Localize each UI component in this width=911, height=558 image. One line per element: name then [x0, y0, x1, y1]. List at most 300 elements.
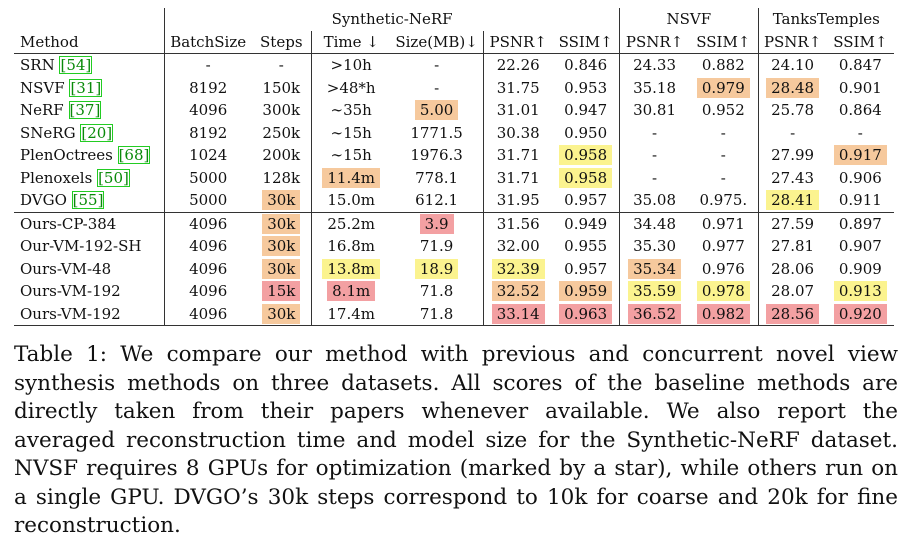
cell-value: >10h [330, 56, 372, 75]
table-cell [251, 144, 312, 167]
cell-value: - [720, 123, 726, 142]
cell-value: 0.953 [564, 78, 608, 97]
cell-value: 0.846 [564, 56, 608, 75]
table-cell [484, 280, 553, 303]
table-cell [689, 54, 758, 77]
table-cell [390, 54, 484, 77]
table-cell [827, 303, 894, 326]
cell-value: 0.906 [838, 168, 882, 187]
highlighted-value: 32.39 [492, 259, 545, 279]
table-cell [484, 99, 553, 122]
table-cell [552, 235, 619, 258]
table-cell [620, 235, 689, 258]
table-cell [620, 303, 689, 326]
cell-value: 0.957 [564, 259, 608, 278]
table-cell [620, 144, 689, 167]
table-row [14, 144, 894, 167]
table-row [14, 99, 894, 122]
cell-value: 71.9 [419, 237, 454, 256]
cell-value: 25.78 [771, 101, 815, 120]
table-cell [165, 54, 252, 77]
table-cell [312, 77, 390, 100]
highlighted-value: 35.59 [628, 281, 681, 301]
table-cell [689, 167, 758, 190]
column-header: PSNR↑ [620, 31, 689, 54]
cell-value: 0.952 [701, 101, 745, 120]
table-cell [390, 77, 484, 100]
cell-value: 35.18 [633, 78, 677, 97]
table-cell [312, 54, 390, 77]
table-cell [552, 77, 619, 100]
table-cell [758, 167, 827, 190]
column-header: Method [14, 31, 165, 54]
cell-value: 0.950 [564, 123, 608, 142]
cell-value: 35.30 [633, 237, 677, 256]
table-cell [484, 235, 553, 258]
cell-value: 17.4m [327, 304, 375, 323]
method-label: NeRF [20, 101, 64, 120]
table-cell [689, 280, 758, 303]
method-name [14, 280, 165, 303]
method-name [14, 122, 165, 145]
method-name [14, 54, 165, 77]
table-cell [312, 280, 390, 303]
cell-value: 4096 [189, 101, 228, 120]
table-cell [620, 122, 689, 145]
comparison-table [14, 8, 894, 326]
table-cell [165, 280, 252, 303]
highlighted-value: 11.4m [322, 168, 380, 188]
method-label: Ours-VM-48 [20, 259, 112, 278]
cell-value: 4096 [189, 237, 228, 256]
highlighted-value: 0.979 [697, 78, 750, 98]
table-cell [620, 189, 689, 212]
table-cell [689, 189, 758, 212]
table-cell [827, 122, 894, 145]
method-label: Plenoxels [20, 168, 93, 187]
table-cell [484, 258, 553, 281]
highlighted-value: 8.1m [327, 281, 375, 301]
table-cell [552, 303, 619, 326]
table-cell [758, 258, 827, 281]
cell-value: - [652, 168, 658, 187]
table-cell [552, 54, 619, 77]
table-cell [552, 99, 619, 122]
table-cell [758, 235, 827, 258]
table-cell [390, 258, 484, 281]
cell-value: 31.01 [496, 101, 540, 120]
table-cell [827, 167, 894, 190]
table-cell [484, 122, 553, 145]
table-cell [758, 144, 827, 167]
cell-value: 0.976 [701, 259, 745, 278]
table-cell [827, 99, 894, 122]
cell-value: - [652, 146, 658, 165]
table-cell [312, 258, 390, 281]
table-row [14, 189, 894, 212]
table-cell [758, 54, 827, 77]
table-cell [251, 258, 312, 281]
table-row [14, 280, 894, 303]
table-row [14, 258, 894, 281]
table-cell [620, 77, 689, 100]
cell-value: 1024 [189, 146, 228, 165]
citation-link[interactable]: [54] [60, 56, 92, 75]
cell-value: - [652, 123, 658, 142]
highlighted-value: 0.978 [697, 281, 750, 301]
cell-value: 0.864 [838, 101, 882, 120]
table-cell [552, 280, 619, 303]
table-cell [251, 99, 312, 122]
table-cell [312, 235, 390, 258]
highlighted-value: 0.958 [559, 145, 612, 165]
table-cell [552, 167, 619, 190]
table-row [14, 235, 894, 258]
table-row [14, 77, 894, 100]
cell-value: - [857, 123, 863, 142]
table-cell [390, 122, 484, 145]
table-cell [620, 167, 689, 190]
table-cell [165, 189, 252, 212]
table-cell [251, 303, 312, 326]
table-cell [251, 280, 312, 303]
cell-value: 30.81 [633, 101, 677, 120]
cell-value: 0.909 [838, 259, 882, 278]
highlighted-value: 28.41 [766, 190, 819, 210]
table-cell [620, 280, 689, 303]
cell-value: 71.8 [419, 282, 454, 301]
cell-value: ∼15h [330, 146, 372, 165]
method-name [14, 258, 165, 281]
table-cell [165, 258, 252, 281]
cell-value: 0.947 [564, 101, 608, 120]
table-caption: Table 1: We compare our method with previous and concurrent novel view synthesis methods on three datasets. All scores of the baseline methods are directly taken from their papers whenever available. We also report the averaged reconstruction time and model size for the Synthetic-NeRF dataset. NVSF requires 8 GPUs for optimization (marked by a star), while others run on a single GPU. DVGO’s 30k steps correspond to 10k for coarse and 20k for fine reconstruction. [14, 342, 898, 538]
table-cell [165, 167, 252, 190]
cell-value: 0.847 [838, 56, 882, 75]
cell-value: 0.955 [564, 237, 608, 256]
table-cell [484, 144, 553, 167]
highlighted-value: 35.34 [628, 259, 681, 279]
table-cell [390, 144, 484, 167]
cell-value: 0.901 [838, 78, 882, 97]
table-cell [484, 189, 553, 212]
table-cell [312, 167, 390, 190]
table-cell [251, 212, 312, 235]
cell-value: 4096 [189, 214, 228, 233]
table-cell [552, 212, 619, 235]
cell-value: 25.2m [327, 214, 375, 233]
cell-value: 778.1 [415, 168, 459, 187]
cell-value: 612.1 [415, 191, 459, 210]
group-header-synthetic-nerf: Synthetic-NeRF [165, 8, 620, 31]
table-cell [758, 77, 827, 100]
table-cell [620, 54, 689, 77]
table-cell [251, 235, 312, 258]
table-cell [165, 235, 252, 258]
table-cell [689, 235, 758, 258]
table-cell [484, 77, 553, 100]
cell-value: 31.95 [496, 191, 540, 210]
highlighted-value: 30k [262, 190, 300, 210]
table-cell [165, 212, 252, 235]
table-cell [827, 212, 894, 235]
column-header: SSIM↑ [827, 31, 894, 54]
table-cell [484, 303, 553, 326]
highlighted-value: 0.958 [559, 168, 612, 188]
table-cell [165, 303, 252, 326]
cell-value: 15.0m [327, 191, 375, 210]
cell-value: 0.977 [701, 237, 745, 256]
table-row [14, 54, 894, 77]
table-cell [251, 167, 312, 190]
cell-value: 5000 [189, 168, 228, 187]
cell-value: 31.75 [496, 78, 540, 97]
highlighted-value: 0.920 [834, 304, 887, 324]
table-cell [312, 212, 390, 235]
table-row [14, 212, 894, 235]
cell-value: 35.08 [633, 191, 677, 210]
highlighted-value: 18.9 [415, 259, 458, 279]
table-cell [689, 303, 758, 326]
method-label: SNeRG [20, 123, 76, 142]
cell-value: - [205, 56, 211, 75]
table-cell [552, 258, 619, 281]
highlighted-value: 0.913 [834, 281, 887, 301]
method-name [14, 77, 165, 100]
table-cell [390, 280, 484, 303]
table-cell [827, 77, 894, 100]
method-name [14, 167, 165, 190]
cell-value: 24.10 [771, 56, 815, 75]
highlighted-value: 13.8m [322, 259, 380, 279]
column-header: BatchSize [165, 31, 252, 54]
cell-value: 200k [262, 146, 301, 165]
table-cell [312, 144, 390, 167]
table-cell [390, 212, 484, 235]
highlighted-value: 28.48 [766, 78, 819, 98]
citation-link[interactable]: [50] [98, 168, 129, 187]
column-header-row [14, 31, 894, 54]
cell-value: 27.43 [771, 168, 815, 187]
cell-value: 4096 [189, 259, 228, 278]
table-cell [689, 258, 758, 281]
cell-value: - [278, 56, 284, 75]
table-cell [390, 235, 484, 258]
cell-value: 22.26 [496, 56, 540, 75]
column-header: Size(MB)↓ [390, 31, 484, 54]
table-row [14, 122, 894, 145]
method-name [14, 235, 165, 258]
table-cell [312, 122, 390, 145]
table-cell [165, 144, 252, 167]
cell-value: 34.48 [633, 214, 677, 233]
method-label: Our-VM-192-SH [20, 237, 142, 256]
method-label: SRN [20, 56, 55, 75]
method-name [14, 99, 165, 122]
table-cell [827, 54, 894, 77]
cell-value: 4096 [189, 282, 228, 301]
column-header: PSNR↑ [758, 31, 827, 54]
cell-value: 0.949 [564, 214, 608, 233]
table-cell [689, 99, 758, 122]
highlighted-value: 32.52 [492, 281, 545, 301]
cell-value: 31.71 [496, 146, 540, 165]
column-header: SSIM↑ [689, 31, 758, 54]
method-name [14, 212, 165, 235]
table-cell [689, 77, 758, 100]
table-cell [758, 212, 827, 235]
table-cell [758, 280, 827, 303]
table-cell [390, 303, 484, 326]
table-cell [758, 122, 827, 145]
table-cell [251, 189, 312, 212]
cell-value: 24.33 [633, 56, 677, 75]
group-header-nsvf: NSVF [620, 8, 759, 31]
table-cell [758, 99, 827, 122]
table-cell [484, 54, 553, 77]
group-header-row [14, 8, 894, 31]
cell-value: 1976.3 [410, 146, 463, 165]
citation-link[interactable]: [55] [72, 191, 104, 210]
cell-value: 4096 [189, 304, 228, 323]
cell-value: 0.911 [838, 191, 882, 210]
cell-value: 16.8m [327, 237, 375, 256]
table-cell [312, 99, 390, 122]
citation-link[interactable]: [31] [70, 78, 102, 97]
table-cell [689, 144, 758, 167]
column-header: SSIM↑ [552, 31, 619, 54]
cell-value: 32.00 [496, 237, 540, 256]
table-cell [827, 258, 894, 281]
cell-value: 27.59 [771, 214, 815, 233]
cell-value: 31.71 [496, 168, 540, 187]
method-label: DVGO [20, 191, 67, 210]
cell-value: 150k [262, 78, 301, 97]
highlighted-value: 0.959 [559, 281, 612, 301]
table-cell [758, 189, 827, 212]
cell-value: - [720, 168, 726, 187]
table-cell [827, 189, 894, 212]
table-row [14, 167, 894, 190]
cell-value: - [434, 56, 440, 75]
table-cell [827, 280, 894, 303]
highlighted-value: 30k [262, 236, 300, 256]
method-name [14, 189, 165, 212]
cell-value: 28.07 [771, 282, 815, 301]
highlighted-value: 33.14 [492, 304, 545, 324]
highlighted-value: 30k [262, 214, 300, 234]
cell-value: 71.8 [419, 304, 454, 323]
table-cell [165, 77, 252, 100]
cell-value: 30.38 [496, 123, 540, 142]
table-cell [251, 54, 312, 77]
table-row [14, 303, 894, 326]
table-cell [758, 303, 827, 326]
cell-value: ∼35h [330, 101, 372, 120]
table-cell [165, 99, 252, 122]
highlighted-value: 30k [262, 259, 300, 279]
column-header: Steps [251, 31, 312, 54]
highlighted-value: 5.00 [415, 100, 458, 120]
table-cell [620, 212, 689, 235]
cell-value: 0.882 [701, 56, 745, 75]
cell-value: 8192 [189, 123, 228, 142]
cell-value: 31.56 [496, 214, 540, 233]
highlighted-value: 0.917 [834, 145, 887, 165]
highlighted-value: 0.982 [697, 304, 750, 324]
table-cell [827, 235, 894, 258]
cell-value: 0.957 [564, 191, 608, 210]
table-cell [312, 189, 390, 212]
cell-value: 250k [262, 123, 301, 142]
method-name [14, 144, 165, 167]
highlighted-value: 3.9 [420, 214, 454, 234]
cell-value: - [790, 123, 796, 142]
method-label: PlenOctrees [20, 146, 113, 165]
highlighted-value: 30k [262, 304, 300, 324]
cell-value: 0.975. [699, 191, 748, 210]
table-cell [390, 99, 484, 122]
table-cell [689, 212, 758, 235]
table-cell [552, 144, 619, 167]
table-cell [390, 167, 484, 190]
cell-value: 8192 [189, 78, 228, 97]
table-cell [689, 122, 758, 145]
method-label: NSVF [20, 78, 65, 97]
cell-value: 300k [262, 101, 301, 120]
table-cell [484, 167, 553, 190]
table-cell [620, 258, 689, 281]
citation-link[interactable]: [68] [118, 146, 150, 165]
highlighted-value: 0.963 [559, 304, 612, 324]
table-cell [552, 189, 619, 212]
cell-value: 27.81 [771, 237, 815, 256]
cell-value: 28.06 [771, 259, 815, 278]
cell-value: - [720, 146, 726, 165]
highlighted-value: 36.52 [628, 304, 681, 324]
cell-value: - [434, 78, 440, 97]
highlighted-value: 15k [262, 281, 300, 301]
table-cell [827, 144, 894, 167]
column-header: Time ↓ [312, 31, 390, 54]
method-label: Ours-CP-384 [20, 214, 117, 233]
table-cell [552, 122, 619, 145]
cell-value: 5000 [189, 191, 228, 210]
cell-value: >48*h [326, 78, 376, 97]
cell-value: 128k [262, 168, 301, 187]
cell-value: ∼15h [330, 123, 372, 142]
citation-link[interactable]: [20] [81, 123, 113, 142]
table-cell [390, 189, 484, 212]
group-header-tankstemples: TanksTemples [772, 10, 880, 29]
citation-link[interactable]: [37] [69, 101, 101, 120]
method-name [14, 303, 165, 326]
cell-value: 0.897 [838, 214, 882, 233]
highlighted-value: 28.56 [766, 304, 819, 324]
cell-value: 0.907 [838, 237, 882, 256]
table-cell [251, 77, 312, 100]
table-cell [165, 122, 252, 145]
method-label: Ours-VM-192 [20, 282, 121, 301]
table-cell [312, 303, 390, 326]
cell-value: 1771.5 [410, 123, 463, 142]
cell-value: 0.971 [701, 214, 745, 233]
table-cell [620, 99, 689, 122]
column-header: PSNR↑ [484, 31, 553, 54]
method-label: Ours-VM-192 [20, 304, 121, 323]
cell-value: 27.99 [771, 146, 815, 165]
table-cell [251, 122, 312, 145]
